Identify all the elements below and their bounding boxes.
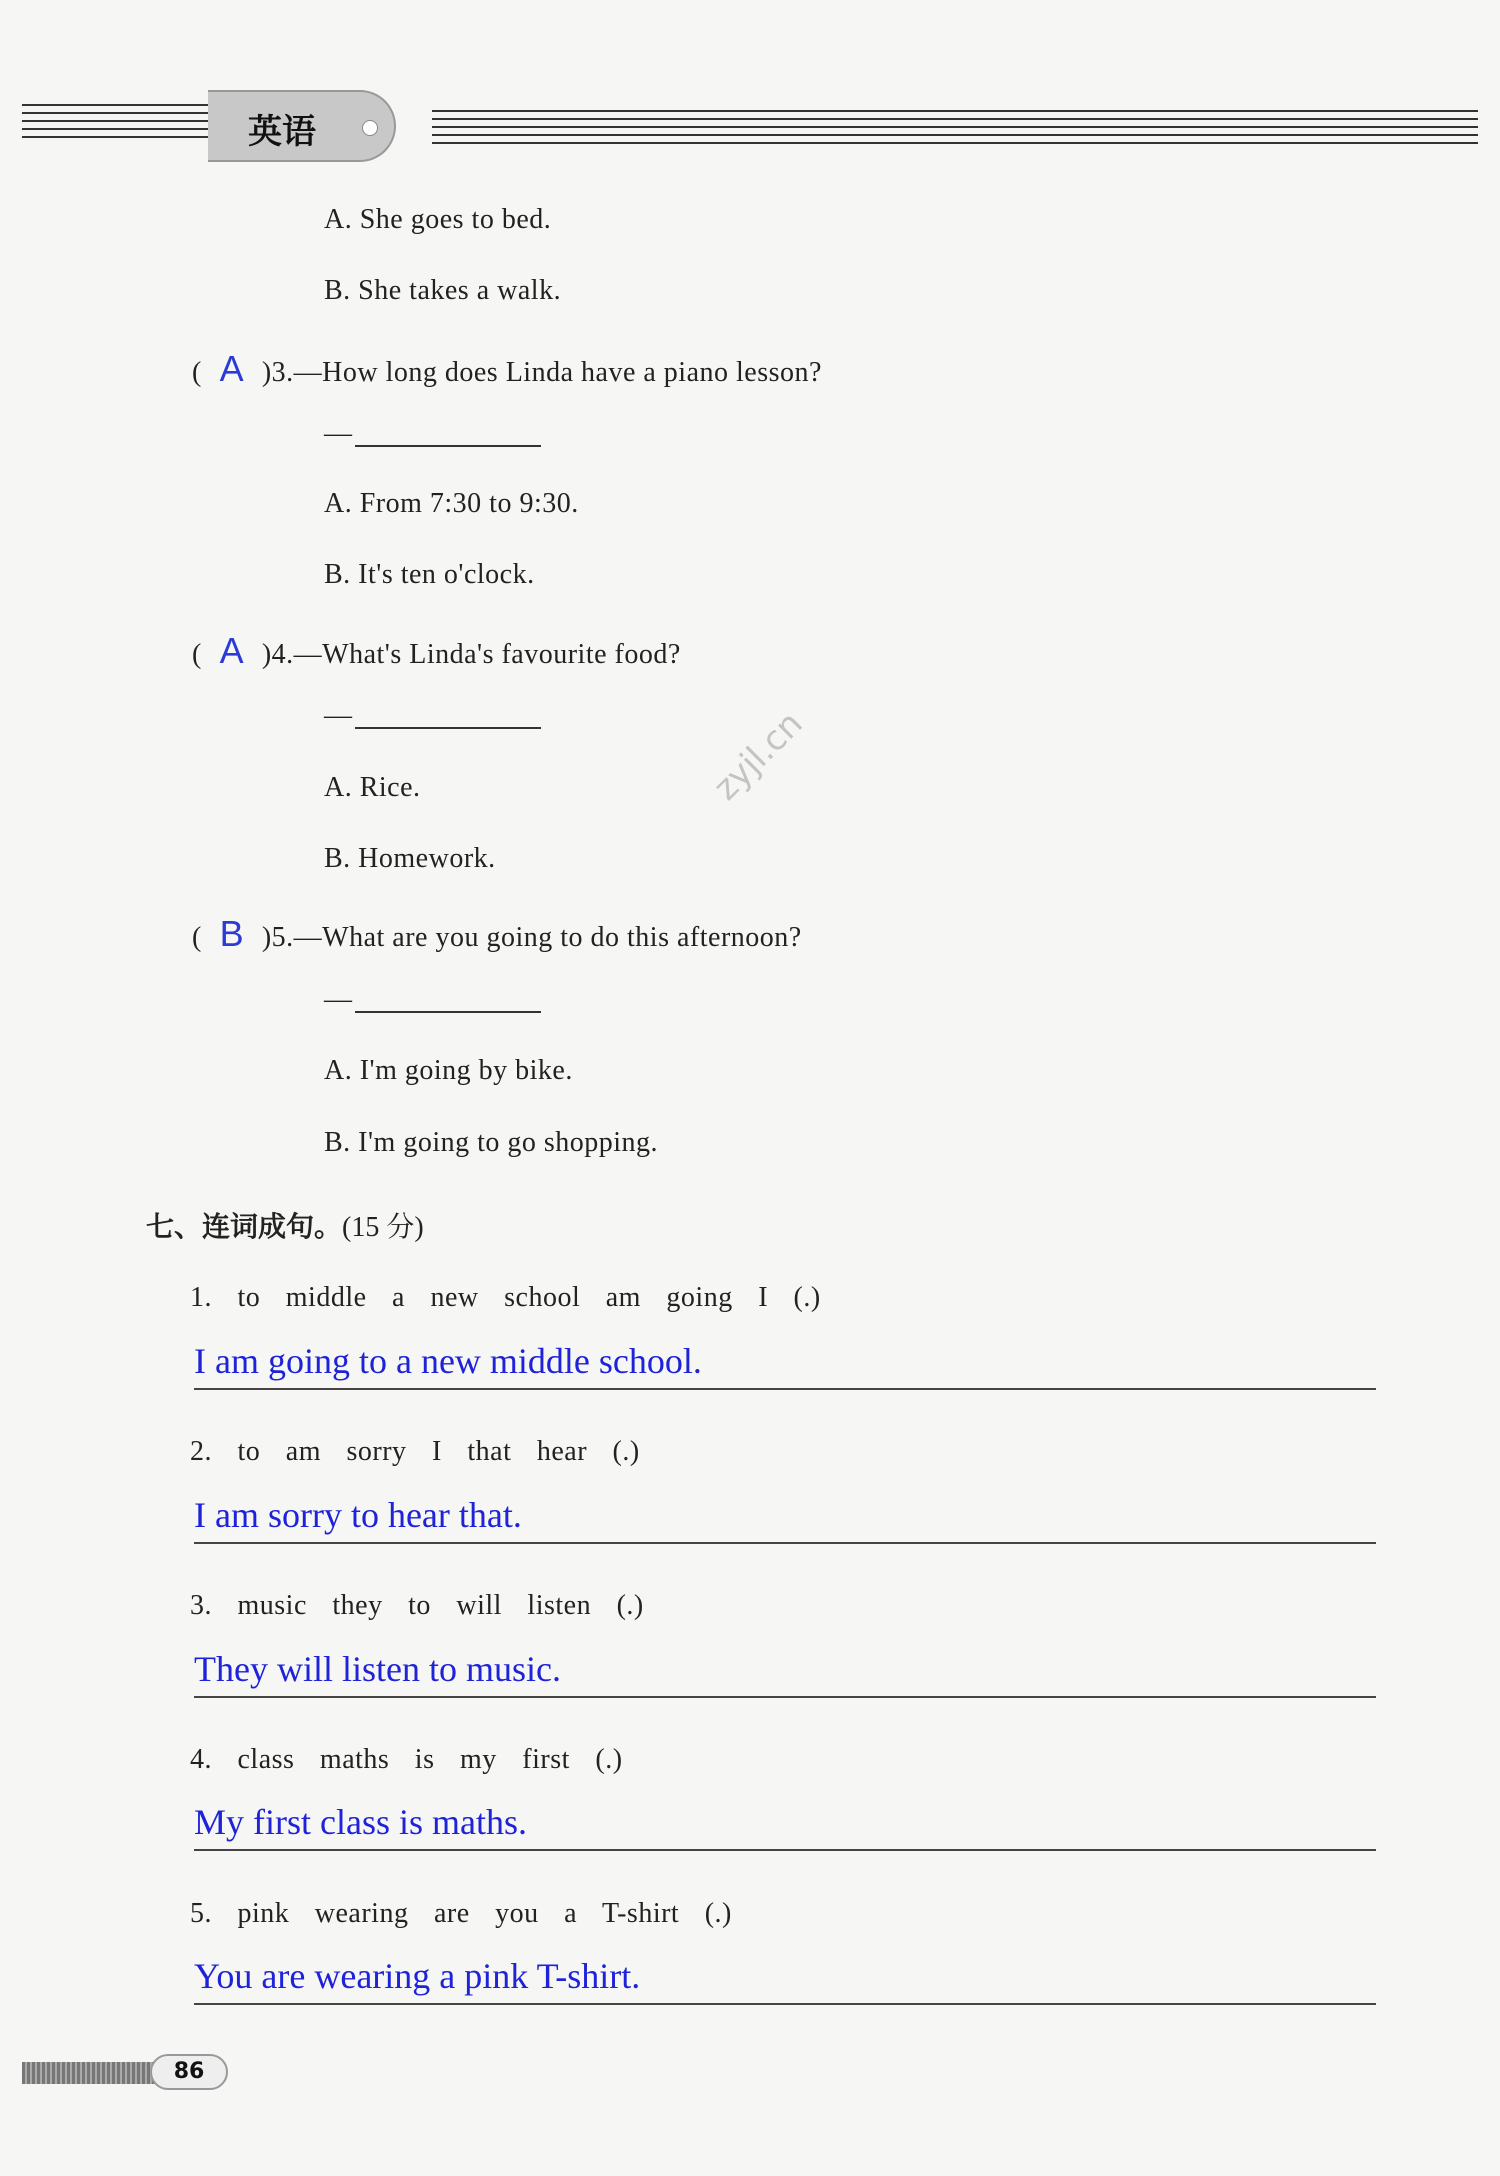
open-paren: ( (192, 639, 202, 670)
footer-bar (22, 2062, 160, 2084)
blank-line (355, 707, 541, 729)
question-number: )3. (261, 357, 294, 388)
handwritten-answer: I am sorry to hear that. (194, 1494, 1376, 1544)
answer-choice: A (219, 348, 245, 389)
handwritten-answer: I am going to a new middle school. (194, 1340, 1376, 1390)
header-rule-right (432, 110, 1478, 154)
option-text: B. It's ten o'clock. (324, 559, 535, 590)
handwritten-answer: My first class is maths. (194, 1801, 1376, 1851)
subject-tab (208, 90, 396, 162)
answer-blank (324, 700, 541, 732)
section-title (146, 1205, 424, 1245)
blank-line (355, 425, 541, 447)
dash: — (324, 418, 353, 449)
option-text: A. I'm going by bike. (324, 1055, 573, 1086)
scrambled-words: 5. pink wearing are you a T-shirt (.) (190, 1898, 732, 1929)
dash: — (324, 984, 353, 1015)
question-text: —What are you going to do this afternoon? (293, 922, 802, 953)
open-paren: ( (192, 922, 202, 953)
scrambled-words: 1. to middle a new school am going I (.) (190, 1282, 821, 1313)
page-number: 86 (150, 2054, 228, 2090)
answer-choice: A (219, 630, 245, 671)
answer-blank (324, 984, 541, 1016)
handwritten-answer: You are wearing a pink T-shirt. (194, 1955, 1376, 2005)
answer-choice: B (219, 913, 245, 954)
scrambled-words: 2. to am sorry I that hear (.) (190, 1436, 640, 1467)
scrambled-words: 4. class maths is my first (.) (190, 1744, 623, 1775)
question-text: —What's Linda's favourite food? (293, 639, 681, 670)
question-number: )4. (261, 639, 294, 670)
section-heading: 七、连词成句。 (146, 1210, 343, 1243)
question-3 (192, 348, 822, 390)
open-paren: ( (192, 357, 202, 388)
blank-line (355, 991, 541, 1013)
tab-hole-icon (362, 120, 378, 136)
subject-label: 英语 (248, 112, 316, 152)
answer-blank (324, 418, 541, 450)
question-text: —How long does Linda have a piano lesson? (293, 357, 822, 388)
question-5 (192, 913, 802, 955)
option-text: B. She takes a walk. (324, 275, 562, 306)
section-points: (15 分) (342, 1212, 424, 1243)
option-text: A. Rice. (324, 772, 421, 803)
option-text: A. From 7:30 to 9:30. (324, 488, 579, 519)
dash: — (324, 700, 353, 731)
question-4 (192, 630, 681, 672)
watermark: zyjl.cn (706, 703, 811, 809)
handwritten-answer: They will listen to music. (194, 1648, 1376, 1698)
scrambled-words: 3. music they to will listen (.) (190, 1590, 644, 1621)
option-text: A. She goes to bed. (324, 204, 552, 235)
option-text: B. I'm going to go shopping. (324, 1127, 659, 1158)
header-rule-left (22, 104, 212, 148)
option-text: B. Homework. (324, 843, 496, 874)
question-number: )5. (261, 922, 294, 953)
